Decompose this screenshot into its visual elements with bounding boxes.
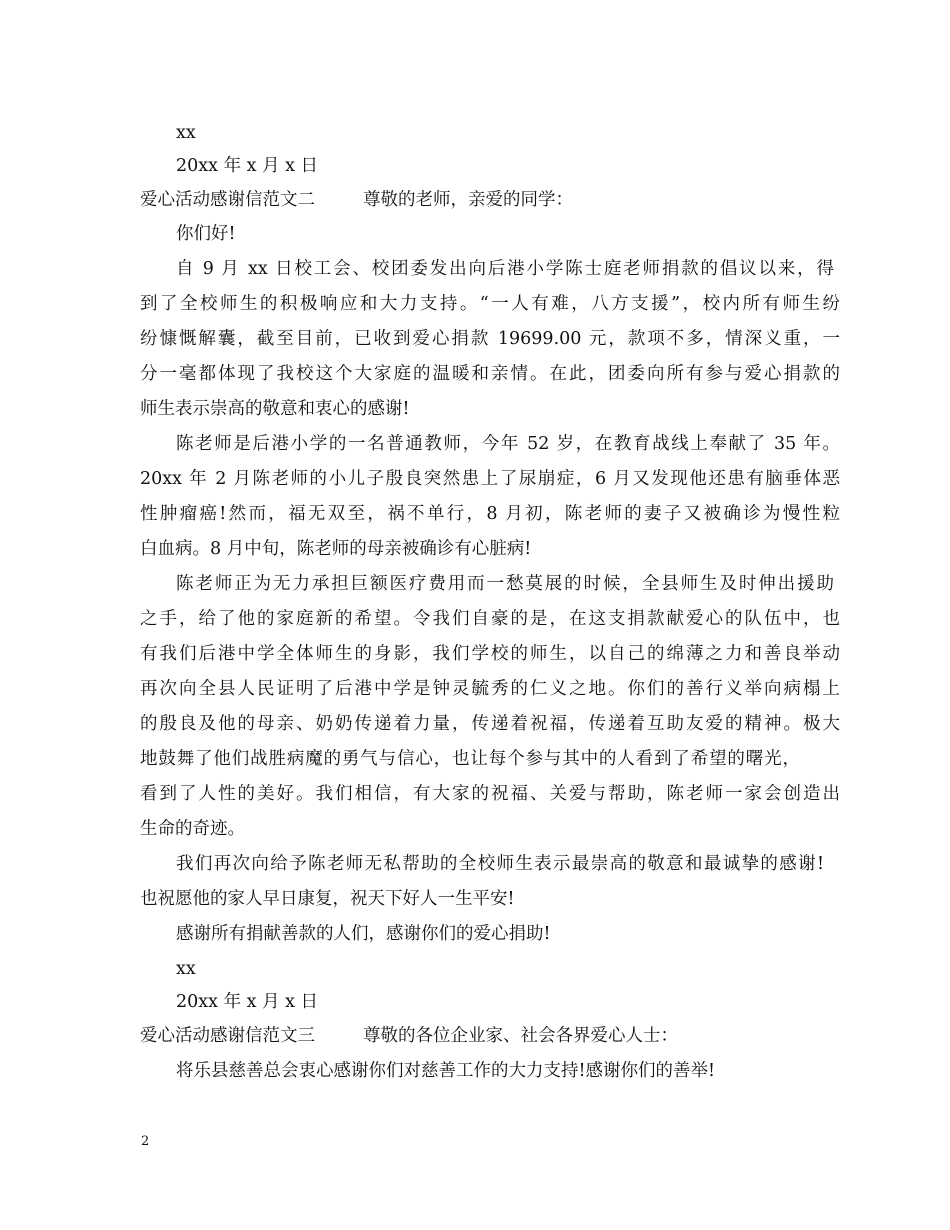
paragraph-line: 的殷良及他的母亲、奶奶传递着力量，传递着祝福，传递着互助友爱的精神。极大 [140, 714, 840, 734]
signature-name: xx [176, 959, 196, 979]
paragraph-line: 纷慷慨解囊，截至目前，已收到爱心捐款 19699.00 元，款项不多，情深义重，一 [140, 329, 840, 349]
paragraph-line: 有我们后港中学全体师生的身影，我们学校的师生，以自己的绵薄之力和善良举动 [140, 644, 840, 664]
paragraph-line: 感谢所有捐献善款的人们，感谢你们的爱心捐助! [176, 924, 551, 944]
signature-date: 20xx 年 x 月 x 日 [176, 992, 319, 1012]
paragraph-line: 分一毫都体现了我校这个大家庭的温暖和亲情。在此，团委向所有参与爱心捐款的 [140, 364, 840, 384]
section-heading [140, 188, 840, 212]
paragraph-line: 生命的奇迹。 [140, 819, 245, 839]
paragraph-line: 陈老师是后港小学的一名普通教师，今年 52 岁，在教育战线上奉献了 35 年。 [176, 434, 840, 454]
paragraph-line: 看到了人性的美好。我们相信，有大家的祝福、关爱与帮助，陈老师一家会创造出 [140, 784, 840, 804]
signature-name: xx [176, 123, 196, 143]
paragraph-line: 我们再次向给予陈老师无私帮助的全校师生表示最崇高的敬意和最诚挚的感谢! [176, 854, 824, 874]
page-number: 2 [141, 1134, 150, 1149]
paragraph-line: 到了全校师生的积极响应和大力支持。“一人有难，八方支援”，校内所有师生纷 [140, 294, 840, 314]
section-title: 爱心活动感谢信范文二 [140, 190, 315, 210]
paragraph-line: 陈老师正为无力承担巨额医疗费用而一愁莫展的时候，全县师生及时伸出援助 [176, 574, 834, 594]
section-heading [140, 1024, 840, 1048]
paragraph-line: 性肿瘤癌!然而，福无双至，祸不单行，8 月初，陈老师的妻子又被确诊为慢性粒 [140, 504, 840, 524]
paragraph-line: 也祝愿他的家人早日康复，祝天下好人一生平安! [140, 889, 515, 909]
paragraph-line: 白血病。8 月中旬，陈老师的母亲被确诊有心脏病! [140, 539, 532, 559]
paragraph-line: 师生表示崇高的敬意和衷心的感谢! [140, 399, 410, 419]
paragraph-line: 再次向全县人民证明了后港中学是钟灵毓秀的仁义之地。你们的善行义举向病榻上 [140, 679, 840, 699]
paragraph-line: 自 9 月 xx 日校工会、校团委发出向后港小学陈士庭老师捐款的倡议以来，得 [176, 259, 834, 279]
paragraph-line: 之手，给了他的家庭新的希望。令我们自豪的是，在这支捐款献爱心的队伍中，也 [140, 609, 840, 629]
greeting: 你们好! [176, 224, 236, 244]
section-title: 爱心活动感谢信范文三 [140, 1026, 315, 1046]
paragraph-line: 将乐县慈善总会衷心感谢你们对慈善工作的大力支持!感谢你们的善举! [176, 1061, 716, 1081]
paragraph-line: 地鼓舞了他们战胜病魔的勇气与信心，也让每个参与其中的人看到了希望的曙光， [140, 749, 800, 769]
paragraph-line: 20xx 年 2 月陈老师的小儿子殷良突然患上了尿崩症，6 月又发现他还患有脑垂体恶 [140, 469, 840, 489]
signature-date: 20xx 年 x 月 x 日 [176, 156, 319, 176]
salutation: 尊敬的老师，亲爱的同学： [363, 190, 573, 210]
salutation: 尊敬的各位企业家、社会各界爱心人士： [363, 1026, 678, 1046]
